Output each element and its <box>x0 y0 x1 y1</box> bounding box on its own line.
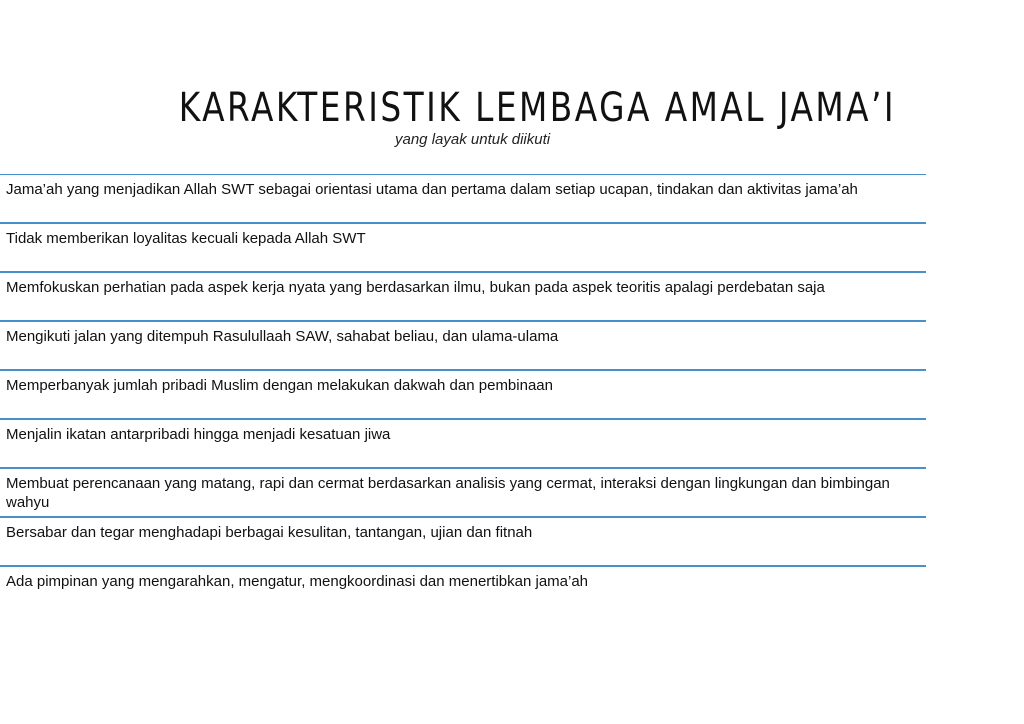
list-item: Tidak memberikan loyalitas kecuali kepada Allah SWT <box>0 224 926 273</box>
list-item: Memfokuskan perhatian pada aspek kerja nyata yang berdasarkan ilmu, bukan pada aspek teoritis apalagi perdebatan saja <box>0 273 926 322</box>
list-item: Memperbanyak jumlah pribadi Muslim dengan melakukan dakwah dan pembinaan <box>0 371 926 420</box>
slide-subtitle: yang layak untuk diikuti <box>395 131 551 148</box>
characteristics-list <box>0 174 926 616</box>
list-item: Bersabar dan tegar menghadapi berbagai kesulitan, tantangan, ujian dan fitnah <box>0 518 926 567</box>
list-item: Membuat perencanaan yang matang, rapi dan cermat berdasarkan analisis yang cermat, interaksi dengan lingkungan dan bimbingan wahyu <box>0 469 926 518</box>
list-item: Jama’ah yang menjadikan Allah SWT sebagai orientasi utama dan pertama dalam setiap ucapan, tindakan dan aktivitas jama’ah <box>0 175 926 224</box>
slide-title: KARAKTERISTIK LEMBAGA AMAL JAMA’I <box>178 85 897 131</box>
list-item: Ada pimpinan yang mengarahkan, mengatur, mengkoordinasi dan menertibkan jama’ah <box>6 573 589 590</box>
list-item: Mengikuti jalan yang ditempuh Rasulullaah SAW, sahabat beliau, dan ulama-ulama <box>0 322 926 371</box>
list-item: Menjalin ikatan antarpribadi hingga menjadi kesatuan jiwa <box>0 420 926 469</box>
